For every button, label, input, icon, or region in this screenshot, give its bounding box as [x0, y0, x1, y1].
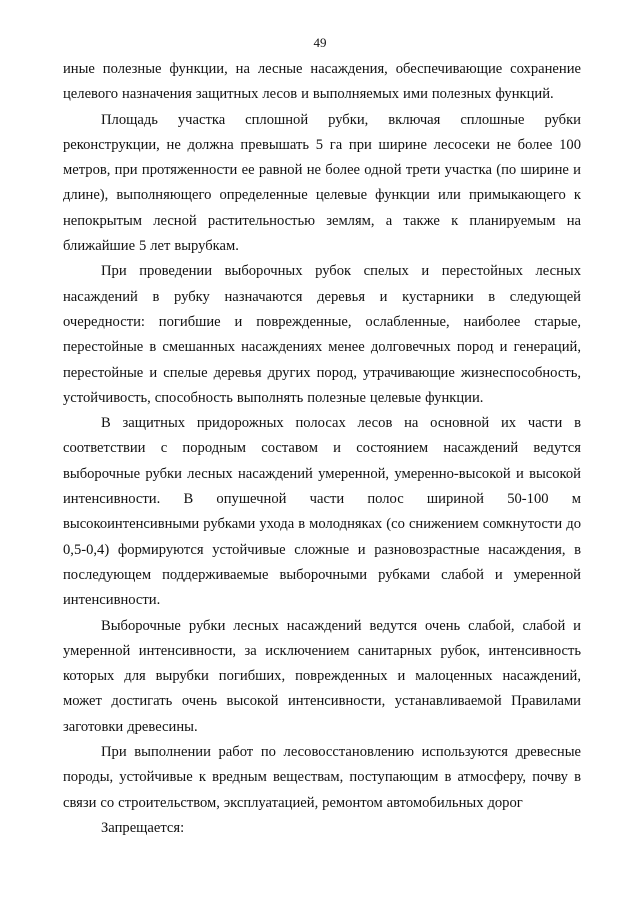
paragraph-selective-intensity: Выборочные рубки лесных насаждений ведутся очень слабой, слабой и умеренной интенсивности, за исключением санитарных рубок, интенсивность которых для вырубки погибших, поврежденных и малоценных насаждений, может достигать очень высокой интенсивности, устанавливаемой Правилами заготовки древесины.	[63, 617, 581, 735]
paragraph-prohibited: Запрещается:	[101, 819, 185, 836]
page-number: 49	[313, 35, 327, 50]
paragraph-reforestation: При выполнении работ по лесовосстановлению используются древесные породы, устойчивые к вредным веществам, поступающим в атмосферу, почву в связи со строительством, эксплуатацией, ремонтом автомобильных дорог	[63, 744, 581, 811]
paragraph-clearcut-area: Площадь участка сплошной рубки, включая сплошные рубки реконструкции, не должна превышать 5 га при ширине лесосеки не более 100 метров, при протяженности ее равной не более одной трети участка (по ширине и длине), выполняющего определенные целевые функции или примыкающего к непокрытым лесной растительностью землям, а также к планируемым на ближайшие 5 лет вырубкам.	[63, 111, 581, 255]
paragraph-roadside-belts: В защитных придорожных полосах лесов на основной их части в соответствии с породным составом и состоянием насаждений ведутся выборочные рубки лесных насаждений умеренной, умеренно-высокой и высокой интенсивности. В опушечной части полос шириной 50-100 м высокоинтенсивными рубками ухода в молодняках (со снижением сомкнутости до 0,5-0,4) формируются устойчивые сложные и разновозрастные насаждения, в последующем поддерживаемые выборочными рубками слабой и умеренной интенсивности.	[63, 415, 581, 609]
paragraph-selective-felling-order: При проведении выборочных рубок спелых и перестойных лесных насаждений в рубку назначаются деревья и кустарники в следующей очередности: погибшие и поврежденные, ослабленные, наиболее старые, перестойные в смешанных насаждениях менее долговечных пород и генераций, перестойные и спелые деревья других пород, утрачивающие жизнеспособность, устойчивость, способность выполнять полезные целевые функции.	[63, 263, 581, 406]
paragraph-continuation: иные полезные функции, на лесные насаждения, обеспечивающие сохранение целевого назначения защитных лесов и выполняемых ими полезных функций.	[63, 61, 581, 103]
body-text	[63, 57, 581, 841]
